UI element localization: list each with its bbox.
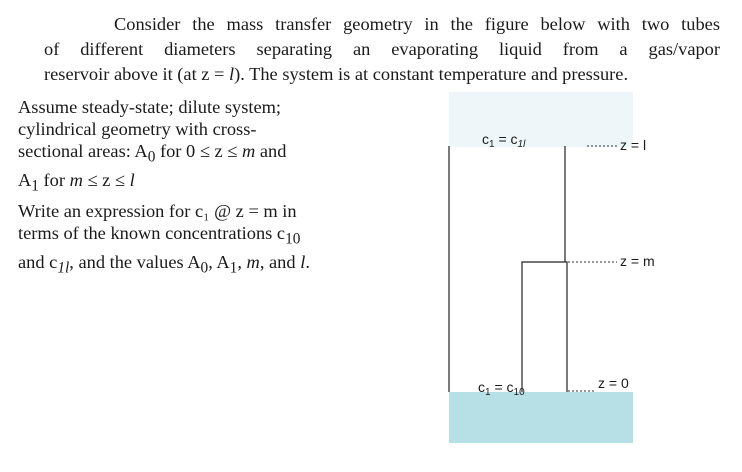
intro-line-3-l: l [229, 64, 235, 84]
level-markers [568, 146, 617, 391]
task-line-3-f: . [305, 251, 310, 272]
assumptions-line-4-b: for [38, 169, 70, 190]
assumptions-line-4-c: ≤ z ≤ [82, 169, 130, 190]
intro-line-3-a: reservoir above it (at z = [44, 64, 230, 84]
assumptions-line-3-b: for 0 ≤ z ≤ [155, 141, 242, 161]
tube-walls [449, 146, 567, 392]
assumptions-line-2: cylindrical geometry with cross- [18, 119, 257, 139]
task-line-3-m: m [246, 251, 260, 272]
task-line-3-sub-text: 1l [57, 259, 70, 277]
assumptions-line-3-m: m [241, 141, 256, 161]
top-conc-rhs-sub: 1l [517, 139, 526, 150]
lower-tube-walls [522, 262, 567, 392]
task-line-3-c: , A [208, 251, 230, 272]
bottom-conc-rhs-sub: 10 [513, 387, 525, 398]
z-top-label: z = l [620, 137, 647, 153]
assumptions-line-4-m: m [69, 169, 83, 190]
task-line-2-a: terms of the known concentrations c [18, 223, 286, 243]
task-line-2-sub: 10 [285, 230, 301, 248]
gas-reservoir [449, 92, 633, 147]
z-bottom-label: z = 0 [598, 375, 629, 391]
task-line-3-d: , [237, 251, 247, 272]
z-mid-label: z = m [620, 253, 655, 269]
assumptions-line-3-c: and [255, 141, 287, 161]
top-conc-eq: = c [494, 131, 518, 147]
assumptions-line-3-sub: 0 [147, 148, 156, 166]
assumptions-line-4-a: A [18, 169, 32, 190]
intro-line-1: Consider the mass transfer geometry in the figure below with two tubes [114, 14, 720, 34]
bottom-conc-eq: = c [490, 379, 514, 395]
assumptions-line-4-sub: 1 [31, 177, 39, 195]
assumptions-line-4-l: l [129, 169, 135, 190]
top-conc-c: c [482, 131, 489, 147]
bottom-conc-sub: 1 [485, 387, 491, 398]
task-line-3-sub3: 1 [229, 259, 238, 277]
assumptions-line-3-a: sectional areas: A [18, 141, 148, 161]
assumptions-line-1: Assume steady-state; dilute system; [18, 97, 282, 117]
liquid-pool [449, 392, 633, 443]
task-line-3-a: and c [18, 251, 58, 272]
intro-line-3-b: ). The system is at constant temperature and pressure. [234, 64, 629, 84]
top-conc-sub: 1 [489, 139, 495, 150]
task-line-3-sub2: 0 [200, 259, 209, 277]
task-line-1: Write an expression for c₁ @ z = m in [18, 201, 297, 221]
task-line-3-l: l [300, 251, 306, 272]
bottom-conc-c: c [478, 379, 485, 395]
intro-line-2: of different diameters separating an evaporating liquid from a gas/vapor [44, 39, 720, 59]
task-line-3-e: , and [259, 251, 301, 272]
task-line-3-b: , and the values A [69, 251, 201, 272]
